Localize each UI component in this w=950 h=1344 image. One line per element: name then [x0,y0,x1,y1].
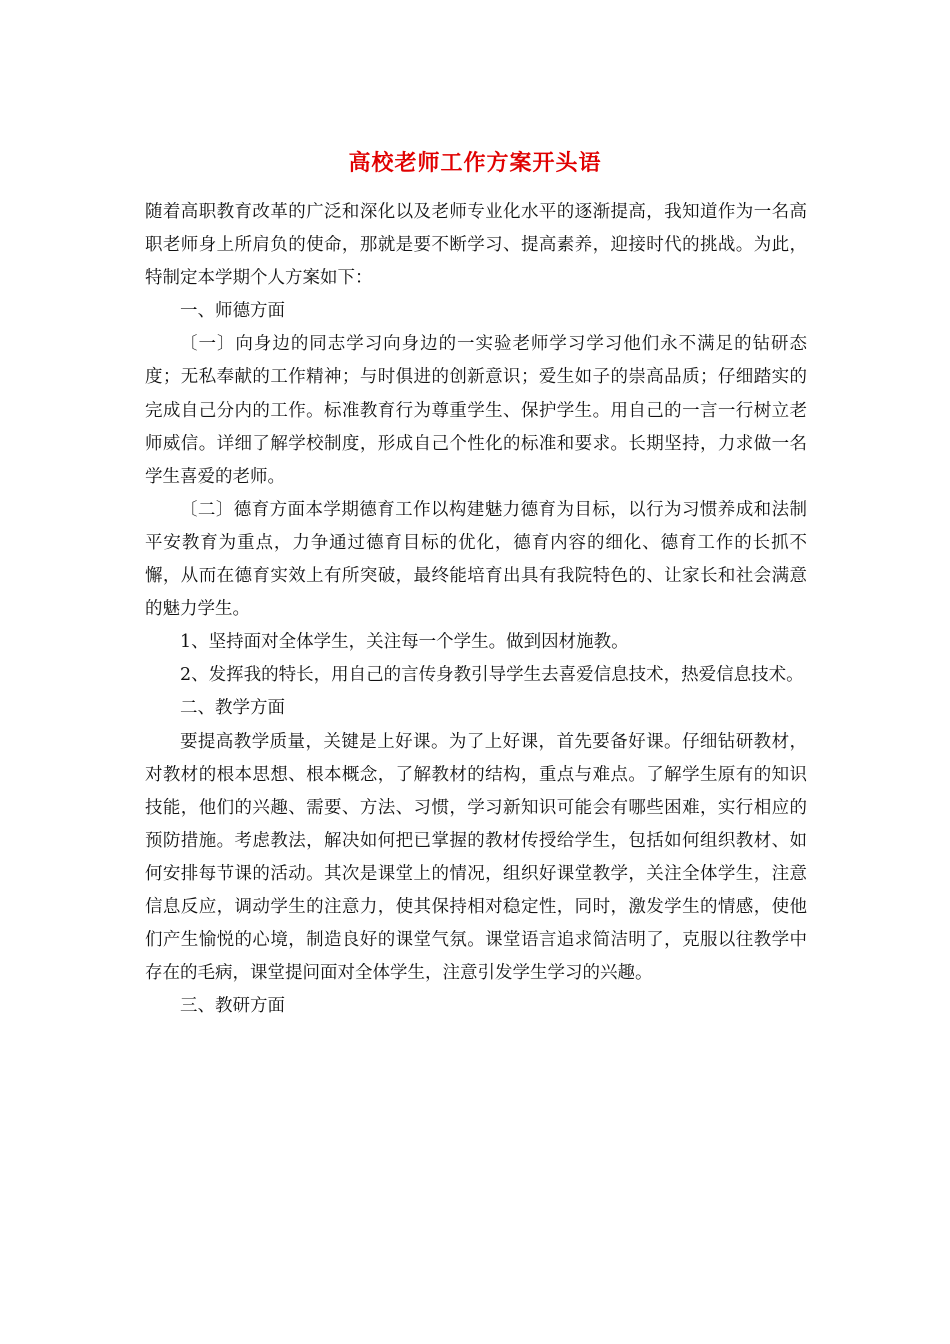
paragraph-moral-education: 〔二〕德育方面本学期德育工作以构建魅力德育为目标，以行为习惯养成和法制平安教育为重点，力争通过德育目标的优化，德育内容的细化、德育工作的长抓不懈，从而在德育实效上有所突破，最终能培育出具有我院特色的、让家长和社会满意的魅力学生。 [145,499,807,620]
paragraph-teaching-quality: 要提高教学质量，关键是上好课。为了上好课，首先要备好课。仔细钻研教材，对教材的根本思想、根本概念，了解教材的结构，重点与难点。了解学生原有的知识技能，他们的兴趣、需要、方法、习惯，学习新知识可能会有哪些困难，实行相应的预防措施。考虑教法，解决如何把已掌握的教材传授给学生，包括如何组织教材、如何安排每节课的活动。其次是课堂上的情况，组织好课堂教学，关注全体学生，注意信息反应，调动学生的注意力，使其保持相对稳定性，同时，激发学生的情感，使他们产生愉悦的心境，制造良好的课堂气氛。课堂语言追求简洁明了，克服以往教学中存在的毛病，课堂提问面对全体学生，注意引发学生学习的兴趣。 [145,731,807,984]
section-heading-research: 三、教研方面 [180,996,285,1017]
document-body [145,196,807,1023]
paragraph-learn-from-colleagues: 〔一〕向身边的同志学习向身边的一实验老师学习学习他们永不满足的钻研态度；无私奉献的工作精神；与时俱进的创新意识；爱生如子的崇高品质；仔细踏实的完成自己分内的工作。标准教育行为尊重学生、保护学生。用自己的一言一行树立老师威信。详细了解学校制度，形成自己个性化的标准和要求。长期坚持，力求做一名学生喜爱的老师。 [145,334,807,487]
section-heading-teacher-ethics: 一、师德方面 [180,301,285,322]
document-title: 高校老师工作方案开头语 [348,150,602,176]
section-heading-teaching: 二、教学方面 [180,698,285,719]
intro-paragraph: 随着高职教育改革的广泛和深化以及老师专业化水平的逐渐提高，我知道作为一名高职老师身上所肩负的使命，那就是要不断学习、提高素养，迎接时代的挑战。为此，特制定本学期个人方案如下： [145,202,807,289]
list-item-1: 1、坚持面对全体学生，关注每一个学生。做到因材施教。 [180,632,629,653]
list-item-2: 2、发挥我的特长，用自己的言传身教引导学生去喜爱信息技术，热爱信息技术。 [180,665,804,686]
